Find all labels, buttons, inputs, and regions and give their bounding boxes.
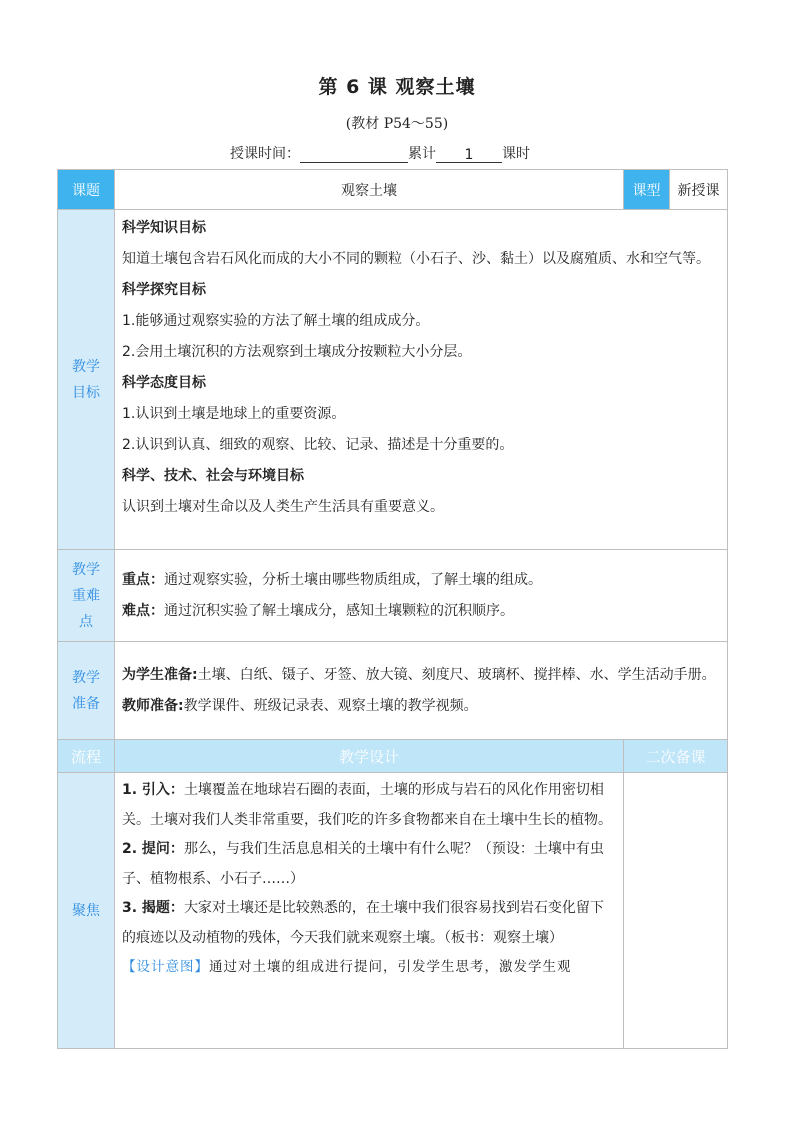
student-prep-text: 土壤、白纸、镊子、牙签、放大镜、刻度尺、玻璃杯、搅拌棒、水、学生活动手册。 [197,666,716,683]
attitude-heading: 科学态度目标 [122,375,206,391]
prep-label-1: 教学 [72,669,100,686]
difficult-point-label: 难点： [122,602,164,619]
type-value: 新授课 [670,170,728,210]
inquiry-item-2: 2.会用土壤沉积的方法观察到土壤成分按颗粒大小分层。 [122,344,472,360]
keypoints-content [115,550,728,642]
cumulative-label: 累计 [408,146,436,162]
step-reveal-text: 大家对土壤还是比较熟悉的，在土壤中我们很容易找到岩石变化留下的痕迹以及动植物的残体，今天我们就来观察土壤。（板书：观察土壤） [122,900,604,946]
design-header: 教学设计 [115,740,624,773]
type-label: 课型 [624,170,670,210]
teacher-prep-label: 教师准备: [122,697,184,714]
attitude-item-2: 2.认识到认真、细致的观察、比较、记录、描述是十分重要的。 [122,437,514,453]
cumulative-value[interactable]: 1 [436,147,502,163]
design-intent [122,953,616,983]
step-question-text: 那么，与我们生活息息相关的土壤中有什么呢？（预设：土壤中有虫子、植物根系、小石子……） [122,841,604,887]
goals-content [115,210,728,550]
goals-label-line1: 教学 [72,358,100,375]
goals-label [58,210,115,550]
topic-row [58,170,728,210]
step-intro-text: 土壤覆盖在地球岩石圈的表面，土壤的形成与岩石的风化作用密切相关。土壤对我们人类非常重要，我们吃的许多食物都来自在土壤中生长的植物。 [122,782,612,828]
step-question [122,835,616,894]
knowledge-text: 知道土壤包含岩石风化而成的大小不同的颗粒（小石子、沙、黏土）以及腐殖质、水和空气等。 [122,251,710,267]
design-intent-text: 通过对土壤的组成进行提问，引发学生思考，激发学生观 [209,959,572,975]
topic-label: 课题 [58,170,115,210]
step-intro-label: 1. 引入： [122,782,184,798]
goals-row [58,210,728,550]
focus-content [115,773,624,1049]
focus-label: 聚焦 [58,773,115,1049]
time-label: 授课时间： [230,146,300,162]
knowledge-heading: 科学知识目标 [122,220,206,236]
keypoints-label-1: 教学 [72,561,100,578]
process-header: 流程 [58,740,115,773]
lesson-title: 第 6 课 观察土壤 [318,76,476,98]
key-point-text: 通过观察实验，分析土壤由哪些物质组成，了解土壤的组成。 [164,571,542,588]
student-prep-label: 为学生准备: [122,666,198,683]
prep-label-2: 准备 [72,695,100,712]
lesson-plan-table [57,169,728,1049]
focus-row [58,773,728,1049]
key-point-label: 重点： [122,571,164,588]
second-prep-header: 二次备课 [624,740,728,773]
inquiry-item-1: 1.能够通过观察实验的方法了解土壤的组成成分。 [122,313,430,329]
design-intent-label: 【设计意图】 [122,959,209,975]
textbook-pages: (教材 P54～55) [345,116,449,132]
keypoints-label-3: 点 [79,613,93,630]
key-point [122,565,720,596]
inquiry-heading: 科学探究目标 [122,282,206,298]
keypoints-row [58,550,728,642]
difficult-point-text: 通过沉积实验了解土壤成分，感知土壤颗粒的沉积顺序。 [164,602,514,619]
class-time-line [230,143,530,163]
second-prep-cell[interactable] [624,773,728,1049]
topic-value: 观察土壤 [115,170,624,210]
step-question-label: 2. 提问： [122,841,184,857]
goals-label-line2: 目标 [72,384,100,401]
time-blank[interactable] [300,147,408,163]
sts-text: 认识到土壤对生命以及人类生产生活具有重要意义。 [122,499,444,515]
attitude-item-1: 1.认识到土壤是地球上的重要资源。 [122,406,346,422]
student-prep [122,660,720,691]
step-intro [122,776,616,835]
sts-heading: 科学、技术、社会与环境目标 [122,468,304,484]
teacher-prep [122,691,720,722]
flow-header-row [58,740,728,773]
prep-row [58,642,728,740]
step-reveal [122,894,616,953]
keypoints-label [58,550,115,642]
prep-content [115,642,728,740]
period-label: 课时 [502,146,530,162]
step-reveal-label: 3. 揭题： [122,900,184,916]
prep-label [58,642,115,740]
difficult-point [122,596,720,627]
keypoints-label-2: 重难 [72,587,100,604]
teacher-prep-text: 教学课件、班级记录表、观察土壤的教学视频。 [183,697,478,714]
